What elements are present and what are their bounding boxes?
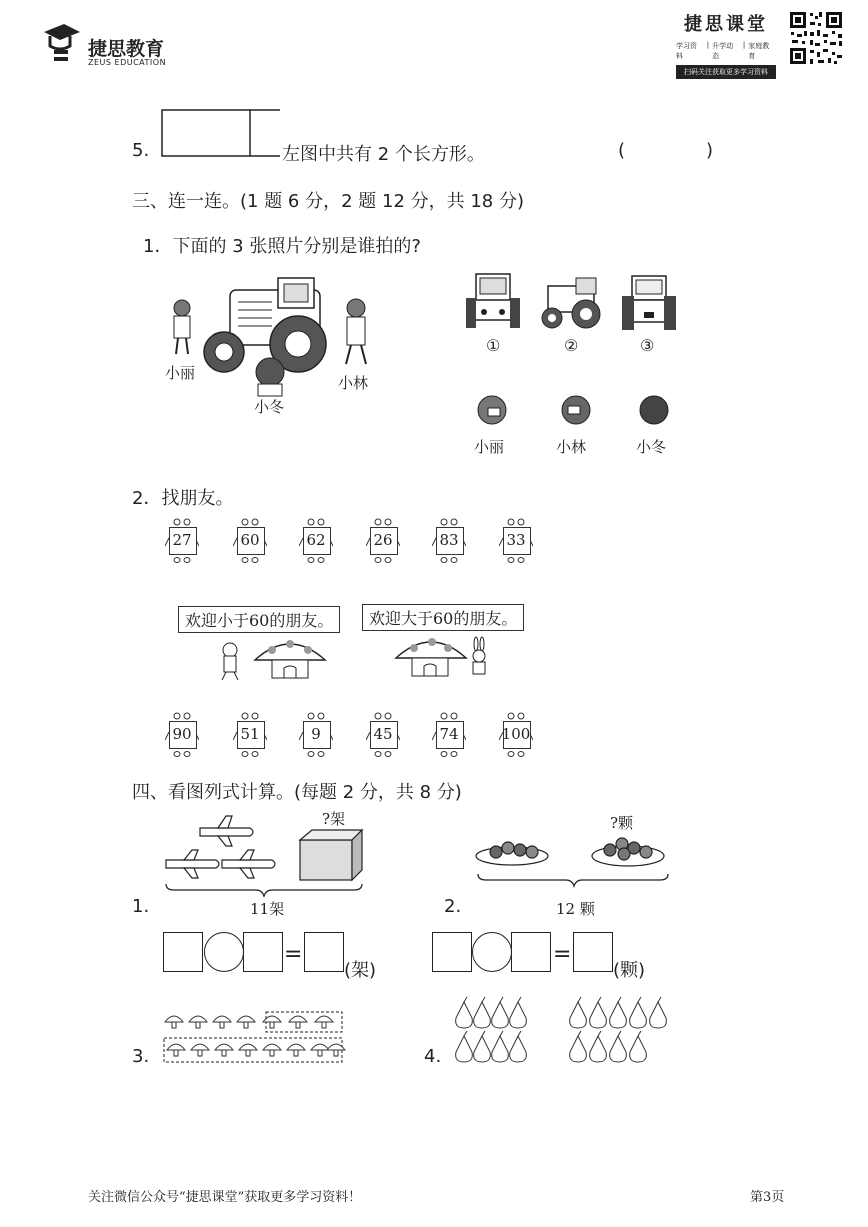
- monster-number: 26: [373, 531, 393, 549]
- p2-operator-circle[interactable]: [472, 932, 512, 972]
- photo-3-tractor-back[interactable]: [622, 272, 676, 332]
- monster-number: 90: [172, 725, 192, 743]
- brand-note: 扫码关注获取更多学习资料: [676, 65, 776, 79]
- p2-number: 2.: [444, 896, 462, 917]
- sign-greater-than-60: 欢迎大于60的朋友。: [362, 604, 524, 631]
- number-monster-card[interactable]: [499, 712, 533, 758]
- number-monster-card[interactable]: [233, 712, 267, 758]
- number-monster-card[interactable]: [299, 518, 333, 564]
- section3-title: 三、连一连。(1 题 6 分，2 题 12 分，共 18 分): [132, 191, 524, 212]
- brand-block: 捷思课堂 学习资料 | 升学动态 | 家庭教育 扫码关注获取更多学习资料: [676, 10, 776, 70]
- p1-operand-box-2[interactable]: [243, 932, 283, 972]
- logo: [42, 20, 182, 70]
- monster-number: 83: [439, 531, 459, 549]
- p2-unit: (颗): [613, 960, 646, 981]
- p2-result-box[interactable]: [573, 932, 613, 972]
- mushrooms-image: [160, 1008, 350, 1066]
- monster-number: 60: [240, 531, 260, 549]
- photo-label-1: ①: [486, 336, 501, 355]
- monster-number: 62: [306, 531, 326, 549]
- brand-tag-news: 升学动态: [712, 42, 734, 60]
- number-monster-card[interactable]: [299, 712, 333, 758]
- p3-number: 3.: [132, 1046, 150, 1067]
- monkey-mushroom-house-image: [210, 634, 340, 682]
- p2-operand-box-1[interactable]: [432, 932, 472, 972]
- brand-tag-study: 学习资料: [676, 42, 697, 60]
- monster-number: 9: [311, 725, 321, 743]
- number-monster-card[interactable]: [499, 518, 533, 564]
- scene-name-xiaodong: 小冬: [254, 398, 285, 416]
- candy-plates-image: [474, 830, 674, 896]
- photo-1-tractor-front[interactable]: [466, 270, 520, 332]
- scene-name-xiaoli: 小丽: [165, 364, 196, 382]
- number-monster-card[interactable]: [165, 518, 199, 564]
- scene-name-xiaolin: 小林: [338, 374, 369, 392]
- monster-number: 27: [172, 531, 192, 549]
- p1-operator-circle[interactable]: [204, 932, 244, 972]
- q5-answer-paren-close: ): [706, 140, 714, 161]
- child-head-xiaodong[interactable]: [636, 392, 672, 428]
- footer-page-number: 第3页: [750, 1190, 785, 1205]
- p2-total-label: 12 颗: [556, 900, 595, 918]
- number-monster-card[interactable]: [366, 712, 400, 758]
- monster-number: 74: [439, 725, 459, 743]
- person-name-xiaolin: 小林: [556, 438, 587, 456]
- p4-number: 4.: [424, 1046, 442, 1067]
- brand-title: 捷思课堂: [684, 14, 768, 35]
- rabbit-mushroom-house-image: [394, 632, 494, 682]
- logo-subtext: ZEUS EDUCATION: [88, 58, 167, 67]
- p2-operand-box-2[interactable]: [511, 932, 551, 972]
- monster-number: 33: [506, 531, 526, 549]
- q5-statement: 左图中共有 2 个长方形。: [282, 144, 485, 165]
- logo-text: 捷思教育: [88, 38, 165, 60]
- monster-number: 100: [501, 725, 531, 743]
- s3-q2-title: 2．找朋友。: [132, 488, 234, 509]
- monster-number: 51: [240, 725, 260, 743]
- p1-operand-box-1[interactable]: [163, 932, 203, 972]
- p1-equals-sign: =: [284, 942, 303, 967]
- q5-answer-paren-open: (: [618, 140, 626, 161]
- p1-result-box[interactable]: [304, 932, 344, 972]
- section4-title: 四、看图列式计算。(每题 2 分，共 8 分): [132, 782, 462, 803]
- number-monster-card[interactable]: [366, 518, 400, 564]
- qr-code-icon: [788, 10, 844, 66]
- number-monster-card[interactable]: [233, 518, 267, 564]
- child-head-xiaoli[interactable]: [474, 392, 510, 428]
- q5-rectangle-figure: [160, 108, 284, 160]
- logo-icon: [42, 20, 82, 66]
- q5-number: 5.: [132, 140, 150, 161]
- person-name-xiaodong: 小冬: [636, 438, 667, 456]
- pears-image: [452, 994, 672, 1068]
- child-head-xiaolin[interactable]: [558, 392, 594, 428]
- footer-promo: 关注微信公众号“捷思课堂”获取更多学习资料！: [88, 1190, 362, 1205]
- p1-question-label: ?架: [322, 810, 346, 828]
- monster-number: 45: [373, 725, 393, 743]
- number-monster-card[interactable]: [165, 712, 199, 758]
- p1-number: 1.: [132, 896, 150, 917]
- p2-equals-sign: =: [553, 942, 572, 967]
- number-monster-card[interactable]: [432, 712, 466, 758]
- person-name-xiaoli: 小丽: [474, 438, 505, 456]
- p2-question-label: ?颗: [610, 814, 634, 832]
- p1-unit: (架): [344, 960, 377, 981]
- brand-tag-family: 家庭教育: [748, 42, 770, 60]
- q5-answer-blank[interactable]: [630, 138, 704, 162]
- s3-q1-title: 1．下面的 3 张照片分别是谁拍的?: [143, 236, 421, 257]
- number-monster-card[interactable]: [432, 518, 466, 564]
- p1-total-label: 11架: [250, 900, 285, 918]
- photo-2-tractor-side[interactable]: [538, 276, 608, 332]
- photo-label-2: ②: [564, 336, 579, 355]
- photo-label-3: ③: [640, 336, 655, 355]
- sign-less-than-60: 欢迎小于60的朋友。: [178, 606, 340, 633]
